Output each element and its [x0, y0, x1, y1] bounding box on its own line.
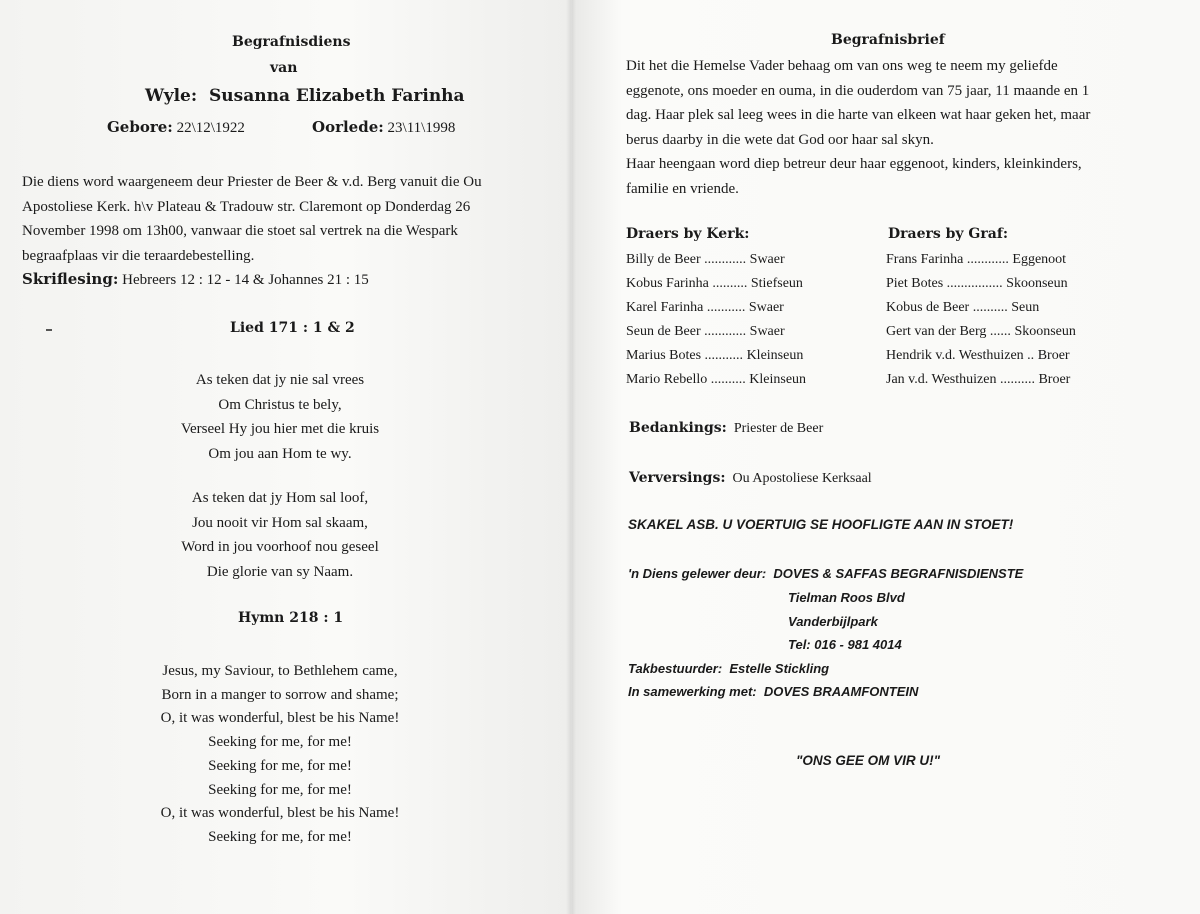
- born-date: 22\12\1922: [176, 120, 245, 136]
- service-line: Die diens word waargeneem deur Priester de Beer & v.d. Berg vanuit die Ou: [22, 174, 482, 190]
- hymn-line: Seeking for me, for me!: [208, 781, 352, 798]
- song1-title: Lied 171 : 1 & 2: [230, 320, 355, 336]
- service-heading: Begrafnisdiens: [232, 34, 351, 50]
- scripture-label: Skriflesing:: [22, 270, 119, 288]
- service-by-name: DOVES & SAFFAS BEGRAFNISDIENSTE: [773, 566, 1024, 581]
- verse-line: Word in jou voorhoof nou geseel: [181, 539, 379, 555]
- verse-line: As teken dat jy nie sal vrees: [195, 372, 365, 388]
- letter-line: dag. Haar plek sal leeg wees in die harte van elkeen wat haar geken het, maar: [626, 107, 1091, 123]
- letter-line: eggenote, ons moeder en ouma, in die ouderdom van 75 jaar, 11 maande en 1: [626, 82, 1090, 99]
- service-line: begraafplaas vir die teraardebestelling.: [22, 247, 255, 264]
- scripture-line: [22, 270, 369, 289]
- hymn-line: Seeking for me, for me!: [208, 734, 352, 751]
- hymn-line: O, it was wonderful, blest be his Name!: [160, 805, 400, 822]
- bearer-row: Kobus Farinha .......... Stiefseun: [626, 276, 803, 291]
- service-by-label: 'n Diens gelewer deur:: [628, 566, 767, 581]
- verse-line: Jou nooit vir Hom sal skaam,: [192, 514, 368, 531]
- thanks-text: Priester de Beer: [733, 421, 824, 436]
- bearer-row: Karel Farinha ........... Swaer: [626, 300, 784, 315]
- verse-line: Die glorie van sy Naam.: [206, 563, 354, 580]
- hymn-line: Jesus, my Saviour, to Bethlehem came,: [162, 663, 398, 679]
- died-date: 23\11\1998: [387, 120, 456, 136]
- page-fold: [566, 0, 576, 914]
- hymn-line: Seeking for me, for me!: [208, 757, 352, 774]
- born-label: Gebore:: [107, 118, 173, 136]
- bearer-row: Kobus de Beer .......... Seun: [886, 300, 1040, 315]
- hymn-line: O, it was wonderful, blest be his Name!: [160, 710, 400, 727]
- service-details: [22, 170, 482, 268]
- van-label: van: [270, 60, 298, 76]
- phone: Tel: 016 - 981 4014: [788, 637, 902, 652]
- refresh-text: Ou Apostoliese Kerksaal: [732, 471, 872, 486]
- thanks-label: Bedankings:: [629, 420, 727, 436]
- branch-label: Takbestuurder:: [628, 661, 723, 676]
- song1-verse1: [0, 368, 560, 466]
- left-page: [0, 0, 572, 914]
- hymn-line: Seeking for me, for me!: [208, 828, 352, 845]
- grave-bearers-list: [886, 248, 1076, 392]
- name-prefix: Wyle:: [145, 86, 198, 106]
- bearer-row: Billy de Beer ............ Swaer: [626, 252, 785, 267]
- died-line: [312, 118, 455, 137]
- hymn-line: Born in a manger to sorrow and shame;: [161, 686, 399, 703]
- motto: "ONS GEE OM VIR U!": [796, 753, 941, 768]
- right-page: [572, 0, 1200, 914]
- church-bearers-title: Draers by Kerk:: [626, 226, 750, 242]
- verse-line: Om jou aan Hom te wy.: [208, 445, 352, 462]
- deceased-name: Susanna Elizabeth Farinha: [209, 86, 465, 106]
- deceased-name-line: [145, 86, 465, 106]
- bearer-row: Gert van der Berg ...... Skoonseun: [886, 324, 1076, 339]
- letter-line: familie en vriende.: [626, 180, 739, 197]
- service-by-line: [628, 566, 1023, 581]
- cooperation-line: [628, 684, 918, 699]
- song1-verse2: [0, 486, 560, 584]
- bearer-row: Frans Farinha ............ Eggenoot: [886, 252, 1067, 267]
- letter-line: berus daarby in die wete dat God oor haar sal skyn.: [626, 131, 934, 148]
- hymn-lines: [0, 660, 560, 850]
- bearer-row: Piet Botes ................ Skoonseun: [886, 276, 1068, 291]
- coop-label: In samewerking met:: [628, 684, 757, 699]
- hymn-title: Hymn 218 : 1: [238, 610, 344, 626]
- coop-name: DOVES BRAAMFONTEIN: [763, 684, 919, 699]
- letter-heading: Begrafnisbrief: [831, 32, 945, 48]
- address-line-2: Vanderbijlpark: [788, 614, 878, 629]
- bearer-row: Hendrik v.d. Westhuizen .. Broer: [886, 348, 1070, 363]
- thanks-line: [629, 420, 823, 437]
- refresh-label: Verversings:: [629, 470, 726, 486]
- died-label: Oorlede:: [312, 118, 384, 136]
- branch-manager-line: [628, 661, 829, 676]
- letter-line: Dit het die Hemelse Vader behaag om van ons weg te neem my geliefde: [626, 58, 1058, 74]
- letter-body: [626, 54, 1090, 201]
- born-line: [107, 118, 245, 137]
- verse-line: As teken dat jy Hom sal loof,: [191, 490, 369, 506]
- verse-line: Om Christus te bely,: [218, 396, 342, 413]
- refresh-line: [629, 470, 872, 487]
- bearer-row: Marius Botes ........... Kleinseun: [626, 348, 804, 363]
- bearer-row: Seun de Beer ............ Swaer: [626, 324, 785, 339]
- speck: [46, 329, 52, 331]
- scripture-text: Hebreers 12 : 12 - 14 & Johannes 21 : 15: [122, 272, 369, 288]
- headlights-notice: SKAKEL ASB. U VOERTUIG SE HOOFLIGTE AAN IN STOET!: [628, 517, 1014, 532]
- bearer-row: Mario Rebello .......... Kleinseun: [626, 372, 807, 387]
- letter-line: Haar heengaan word diep betreur deur haar eggenoot, kinders, kleinkinders,: [626, 156, 1082, 172]
- church-bearers-list: [626, 248, 806, 392]
- service-line: November 1998 om 13h00, vanwaar die stoet sal vertrek na die Wespark: [22, 223, 458, 239]
- grave-bearers-title: Draers by Graf:: [888, 226, 1009, 242]
- service-line: Apostoliese Kerk. h\v Plateau & Tradouw str. Claremont op Donderdag 26: [22, 198, 471, 215]
- bearer-row: Jan v.d. Westhuizen .......... Broer: [886, 372, 1071, 387]
- address-line-1: Tielman Roos Blvd: [788, 590, 905, 605]
- verse-line: Verseel Hy jou hier met die kruis: [180, 421, 380, 437]
- branch-manager: Estelle Stickling: [729, 661, 830, 676]
